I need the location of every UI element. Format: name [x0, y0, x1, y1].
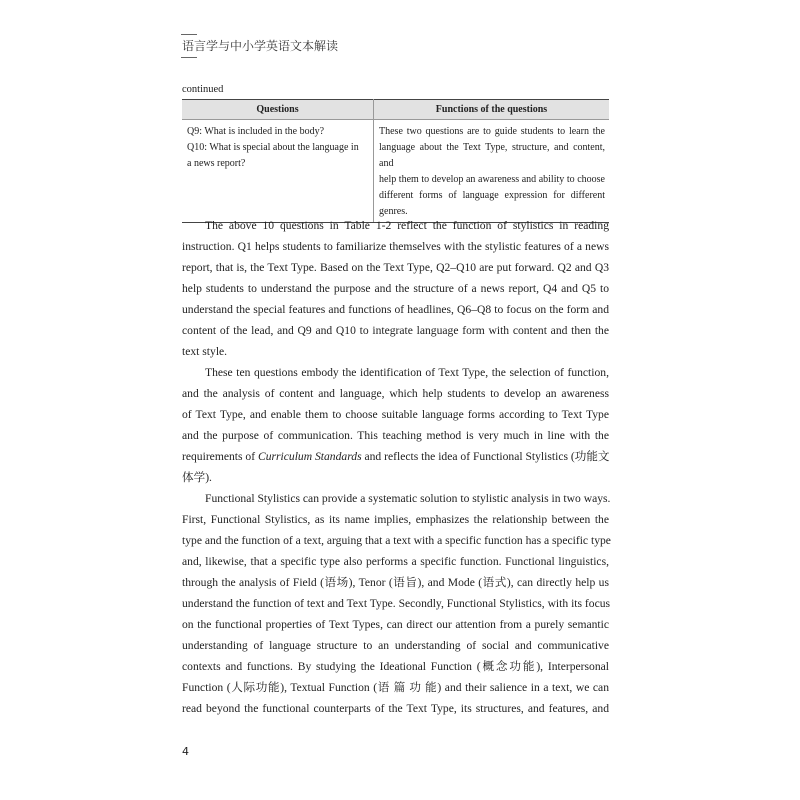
page-number: 4: [182, 745, 189, 758]
text-line: contexts and functions. By studying the Ideational Function (概念功能), Interpersonal: [182, 660, 609, 673]
text-line: Function (人际功能), Textual Function (语 篇 功 能) and their salience in a text, we can: [182, 681, 609, 694]
text-line: The above 10 questions in Table 1-2 reflect the function of stylistics in reading: [205, 219, 609, 232]
text-line: understand the function of text and Text Type. Secondly, Functional Stylistics, with its focus: [182, 597, 611, 610]
text-line: First, Functional Stylistics, as its name implies, emphasizes the relationship between the: [182, 513, 609, 526]
text-line: These ten questions embody the identification of Text Type, the selection of function,: [205, 366, 609, 379]
table-row: [182, 120, 609, 223]
text-line: type and the function of a text, arguing that a text with a specific function has a specific type: [182, 534, 611, 547]
cell-line: genres.: [379, 206, 408, 217]
text-segment: requirements of: [182, 450, 258, 463]
functions-cell: [374, 120, 610, 223]
text-line: on the functional properties of Text Types, can direct our attention from a purely semantic: [182, 618, 609, 631]
column-header-functions: Functions of the questions: [374, 100, 610, 120]
text-line: understanding of language structure to an understanding of social and communicative: [182, 639, 609, 652]
paragraph-2: [182, 362, 609, 488]
book-title: 语言学与中小学英语文本解读: [182, 39, 339, 53]
cell-line: Q10: What is special about the language in: [187, 142, 359, 153]
header-bracket-mark: [181, 34, 197, 58]
cell-line: help them to develop an awareness and ability to choose: [379, 174, 605, 185]
cell-line: different forms of language expression for different: [379, 190, 605, 201]
text-line: instruction. Q1 helps students to familiarize themselves with the stylistic features of a news: [182, 240, 609, 253]
cell-line: Q9: What is included in the body?: [187, 126, 325, 137]
paragraph-1: [182, 215, 609, 362]
column-header-questions: Questions: [182, 100, 374, 120]
text-line: report, that is, the Text Type. Based on the Text Type, Q2–Q10 are put forward. Q2 and Q3: [182, 261, 609, 274]
running-header: [182, 37, 338, 54]
text-line: text style.: [182, 345, 228, 358]
text-line: of Text Type, and enable them to choose suitable language forms according to Text Type: [182, 408, 609, 421]
paragraph-3: [182, 488, 609, 719]
text-line: 体学).: [182, 471, 212, 484]
text-line: and, likewise, that a specific type also performs a specific function. Functional linguistics,: [182, 555, 609, 568]
text-line: and the analysis of content and language, which help students to develop an awareness: [182, 387, 609, 400]
text-line: through the analysis of Field (语场), Tenor (语旨), and Mode (语式), can directly help us: [182, 576, 609, 589]
text-line: Functional Stylistics can provide a systematic solution to stylistic analysis in two ways.: [205, 492, 611, 505]
text-line: understand the special features and functions of headlines, Q6–Q8 to focus on the form and: [182, 303, 609, 316]
text-segment: and reflects the idea of Functional Stylistics (功能文: [361, 450, 610, 463]
table-header-row: [182, 100, 609, 120]
body-text: [182, 215, 609, 719]
text-line: content of the lead, and Q9 and Q10 to integrate language form with content and then the: [182, 324, 609, 337]
cell-line: a news report?: [187, 158, 246, 169]
text-line: [182, 446, 609, 467]
cell-line: language about the Text Type, structure, and content, and: [379, 142, 605, 169]
italic-title: Curriculum Standards: [257, 450, 362, 463]
questions-table: [182, 99, 609, 223]
text-line: read beyond the functional counterparts of the Text Type, its structures, and features, and: [182, 702, 609, 715]
table-continued-label: continued: [182, 84, 224, 95]
questions-cell: [182, 120, 374, 223]
cell-line: These two questions are to guide students to learn the: [379, 126, 605, 137]
text-line: and the purpose of communication. This teaching method is very much in line with the: [182, 429, 609, 442]
text-line: help students to understand the purpose and the structure of a news report, Q4 and Q5 to: [182, 282, 609, 295]
